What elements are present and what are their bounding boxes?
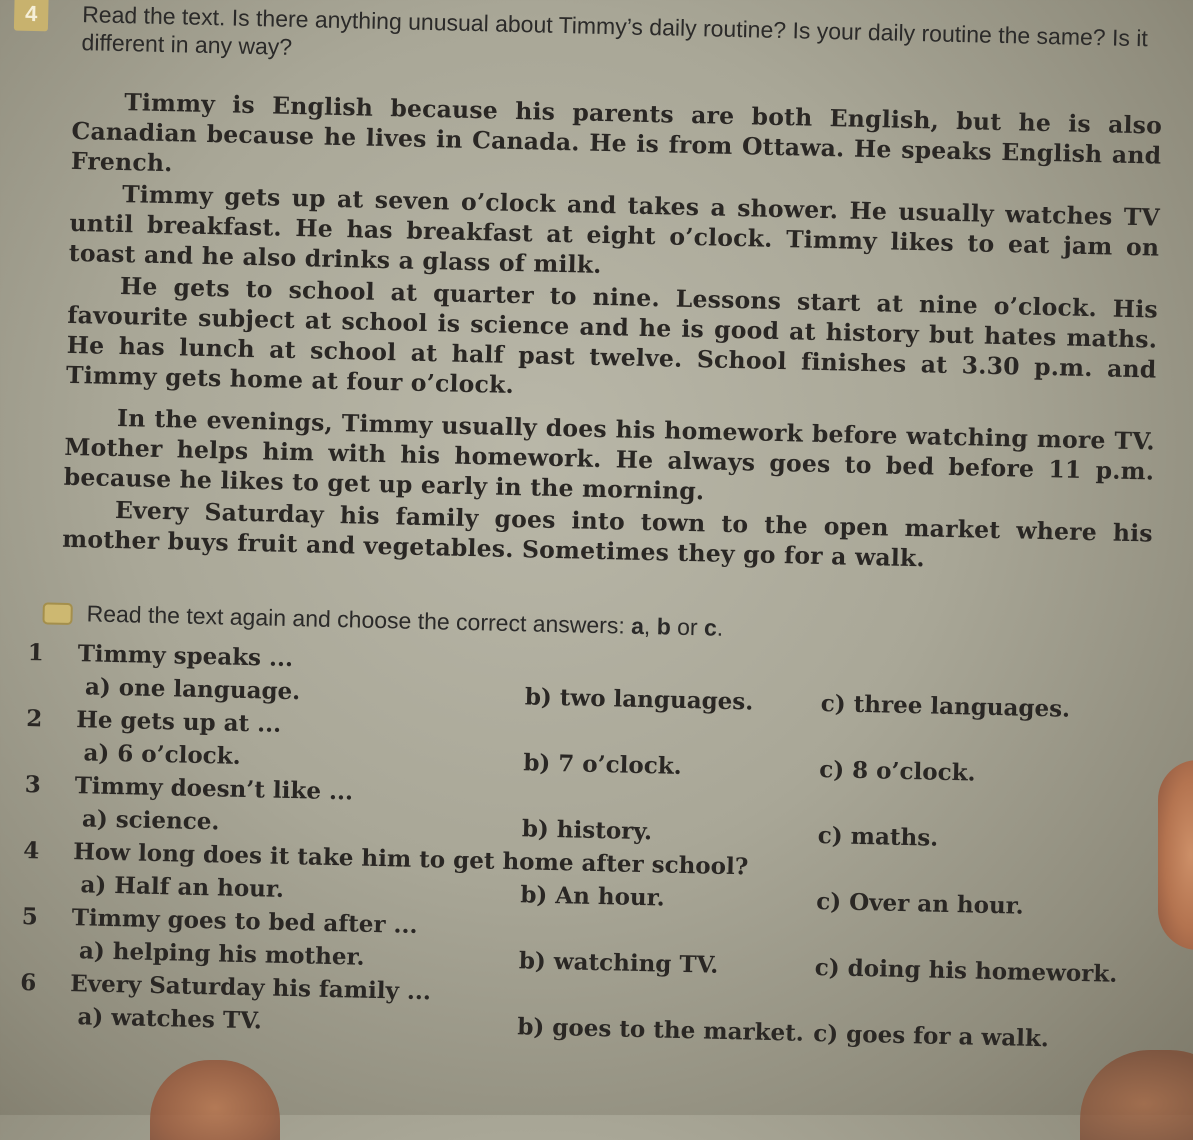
answer-c[interactable]: c) goes for a walk.: [813, 1019, 1050, 1053]
question-list: [19, 639, 1138, 1060]
task-end: .: [716, 614, 724, 641]
paragraph-4: In the evenings, Timmy usually does his homework before watching more TV. Mother helps him with his homework. He always goes to bed before 11 p.m. because he likes to get up early in the morning.: [63, 404, 1156, 506]
paragraph-3: He gets to school at quarter to nine. Lessons start at nine o’clock. His favourite subject at school is science and he is good at history but hates maths. He has lunch at school at half past twelve. School finishes at 3.30 p.m. and Timmy gets home at four o’clock.: [65, 272, 1159, 399]
question-text: Timmy speaks ...: [77, 640, 294, 673]
question-number: 4: [22, 836, 40, 865]
question-text: He gets up at ...: [75, 706, 282, 738]
question-number: 1: [27, 639, 45, 667]
answer-b[interactable]: b) history.: [521, 815, 653, 846]
task-text: [86, 600, 723, 641]
paragraph-1: Timmy is English because his parents are both English, but he is also Canadian because he lives in Canada. He is from Ottawa. He speaks English and French.: [70, 88, 1163, 178]
question-text: Every Saturday his family ...: [69, 970, 432, 1006]
answer-c[interactable]: c) doing his homework.: [814, 953, 1118, 988]
answer-c[interactable]: c) 8 o’clock.: [818, 756, 976, 787]
answer-a[interactable]: a) helping his mother.: [78, 937, 365, 971]
question-number: 2: [25, 705, 43, 733]
exercise-instruction: Read the text. Is there anything unusual about Timmy’s daily routine? Is your daily routine the same? Is it different in any way?: [81, 1, 1149, 60]
answer-a[interactable]: a) science.: [81, 805, 220, 836]
answer-c[interactable]: c) three languages.: [820, 690, 1071, 723]
task-bullet-icon: [42, 602, 72, 625]
question-number: 3: [24, 771, 42, 799]
task-prefix: Read the text again and choose the correct answers:: [86, 600, 632, 639]
reading-text: [62, 86, 1162, 579]
answer-a[interactable]: a) one language.: [84, 673, 301, 706]
question-text: Timmy goes to bed after ...: [71, 904, 418, 939]
answer-b[interactable]: b) watching TV.: [518, 947, 719, 979]
task-option-b: b: [656, 613, 672, 640]
answer-a[interactable]: a) Half an hour.: [80, 871, 285, 903]
question-text: How long does it take him to get home after school?: [72, 838, 749, 881]
answer-a[interactable]: a) watches TV.: [77, 1003, 263, 1035]
thumb-image: [1158, 760, 1193, 950]
answer-c[interactable]: c) maths.: [817, 822, 939, 852]
question-number: 6: [19, 968, 37, 997]
question-number: 5: [21, 902, 39, 931]
question-text: Timmy doesn’t like ...: [74, 772, 354, 806]
task-separator-2: or: [670, 613, 705, 641]
task-option-c: c: [703, 614, 718, 641]
task-separator-1: ,: [643, 613, 658, 640]
paragraph-5: Every Saturday his family goes into town to the open market where his mother buys fruit and vegetables. Sometimes they go for a walk.: [62, 495, 1154, 573]
answer-c[interactable]: c) Over an hour.: [816, 887, 1025, 920]
paragraph-2: Timmy gets up at seven o’clock and takes a shower. He usually watches TV until breakfast. He has breakfast at eight o’clock. Timmy likes to eat jam on toast and he also drinks a glass of milk.: [68, 180, 1161, 279]
task-instruction: [42, 599, 1042, 649]
exercise-number-badge: 4: [14, 0, 49, 31]
task-option-a: a: [630, 612, 645, 640]
answer-a[interactable]: a) 6 o’clock.: [83, 739, 241, 770]
answer-b[interactable]: b) two languages.: [524, 683, 754, 716]
answer-b[interactable]: b) 7 o’clock.: [523, 749, 683, 780]
answer-b[interactable]: b) An hour.: [520, 881, 666, 912]
answer-b[interactable]: b) goes to the market.: [517, 1013, 805, 1047]
